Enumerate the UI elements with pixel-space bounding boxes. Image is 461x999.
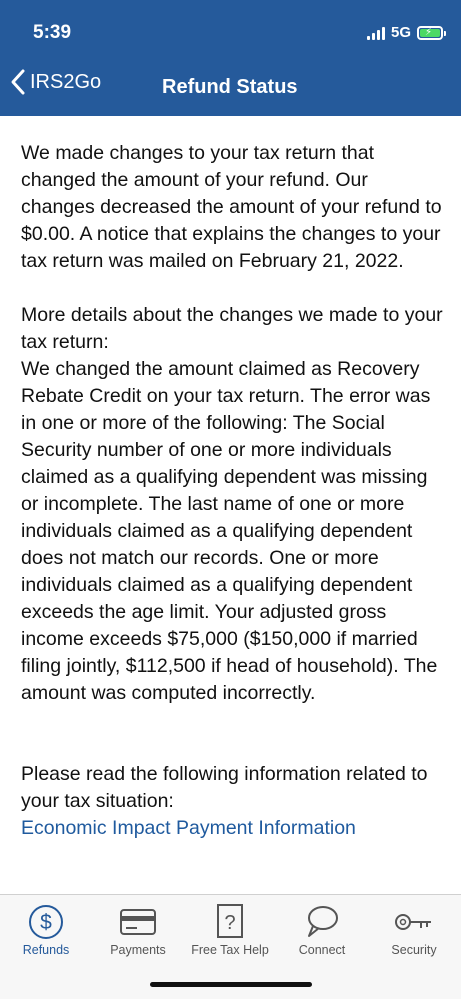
svg-text:$: $ [40,911,52,934]
refund-status-content [21,140,446,842]
dollar-circle-icon [27,903,65,941]
economic-impact-payment-link[interactable]: Economic Impact Payment Information [21,817,356,839]
tab-security[interactable] [368,903,460,957]
home-indicator[interactable] [150,982,312,987]
tab-label: Connect [298,943,346,957]
tab-refunds[interactable] [0,903,92,957]
nav-bar [0,68,461,108]
info-text: Please read the following information related to your tax situation: [21,763,428,812]
app-header [0,0,461,116]
details-heading: More details about the changes we made to your tax return: [21,304,443,353]
page-title: Refund Status [162,76,298,98]
tab-label: Payments [110,943,166,957]
back-label: IRS2Go [30,70,102,93]
question-document-icon [215,903,245,941]
tab-connect[interactable] [276,903,368,957]
battery-icon [417,26,443,40]
chat-bubbles-icon [303,904,341,940]
network-type: 5G [390,24,411,41]
tab-free-tax-help[interactable] [184,903,276,957]
chevron-left-icon [10,68,26,96]
tab-label: Security [391,943,437,957]
signal-icon [367,26,385,40]
details-body: We changed the amount claimed as Recovery Rebate Credit on your tax return. The error was in one or more of the following: The Social Security number of one or more individuals claimed as a qualifying dependent was missing or incomplete. The last name of one or more individuals claimed as a qualifying dependent does not match our records. One or more individuals claimed as a qualifying dependent exceeds the age limit. Your adjusted gross income exceeds $75,000 ($150,000 if married filing jointly, $112,500 if head of household). The amount was computed incorrectly. [21,358,438,704]
tab-payments[interactable] [92,903,184,957]
tab-label: Free Tax Help [191,943,269,957]
svg-text:?: ? [224,912,236,934]
refund-change-paragraph: We made changes to your tax return that changed the amount of your refund. Our changes decreased the amount of your refund to $0.00. A notice that explains the changes to your tax return was mailed on February 21, 2022. [21,142,442,272]
charging-bolt-icon: ⚡ [425,26,433,38]
tab-label: Refunds [22,943,70,957]
key-icon [394,910,434,934]
status-time: 5:39 [33,22,72,43]
back-button[interactable] [10,68,101,96]
credit-card-icon [119,907,157,937]
status-indicators [367,24,443,41]
